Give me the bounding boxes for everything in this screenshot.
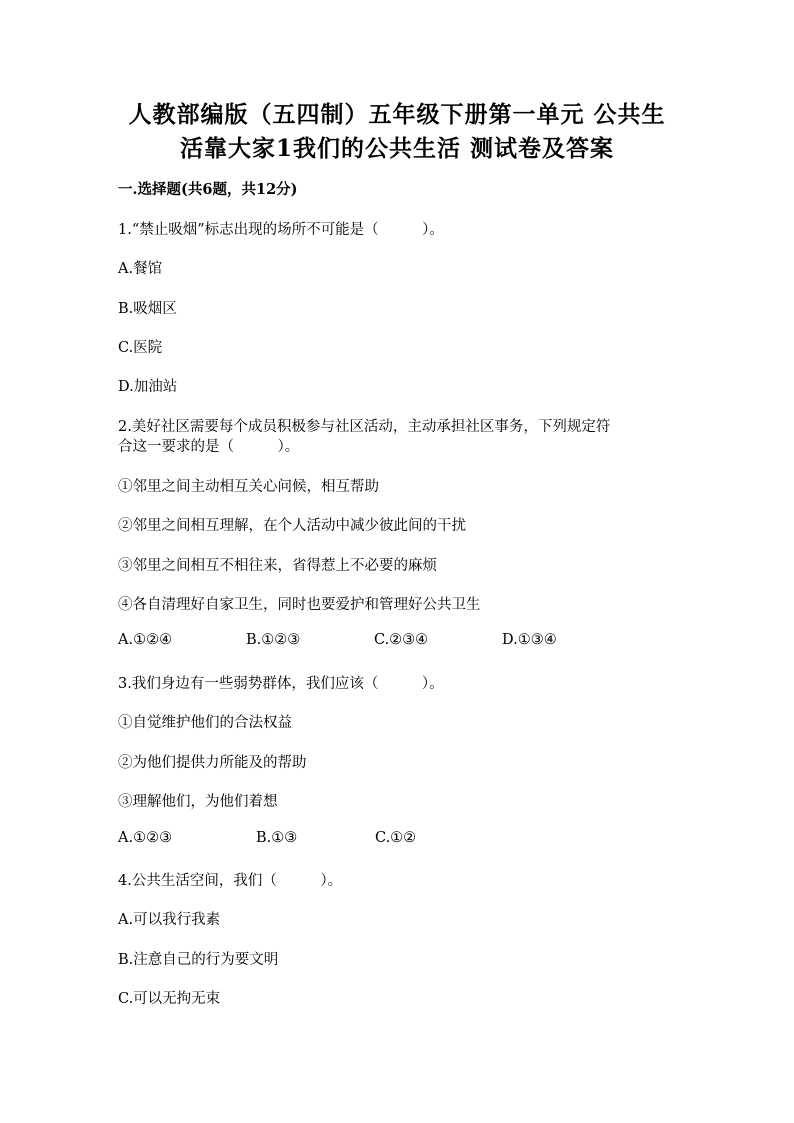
question-4-option-a: A.可以我行我素 xyxy=(118,912,221,928)
question-1-option-a: A.餐馆 xyxy=(118,261,163,277)
question-3-statement-3: ③理解他们，为他们着想 xyxy=(118,794,278,810)
question-2-options xyxy=(118,632,557,648)
question-2-statement-3: ③邻里之间相互不相往来，省得惹上不必要的麻烦 xyxy=(118,558,437,574)
question-3-option-c: C.①② xyxy=(375,830,417,846)
question-2-option-d: D.①③④ xyxy=(502,632,557,648)
question-4-option-b: B.注意自己的行为要文明 xyxy=(118,952,279,968)
question-2-statement-2: ②邻里之间相互理解，在个人活动中减少彼此间的干扰 xyxy=(118,518,466,534)
question-1-stem: 1.“禁止吸烟”标志出现的场所不可能是（ ）。 xyxy=(118,222,444,238)
question-2-stem-line-2: 合这一要求的是（ ）。 xyxy=(118,439,300,455)
question-2-option-a: A.①②④ xyxy=(118,632,173,648)
question-3-option-a: A.①②③ xyxy=(118,830,173,846)
question-2-statement-4: ④各自清理好自家卫生，同时也要爱护和管理好公共卫生 xyxy=(118,597,481,613)
question-3-options xyxy=(118,830,416,846)
title-line-1: 人教部编版（五四制）五年级下册第一单元 公共生 xyxy=(128,101,666,128)
question-1-option-c: C.医院 xyxy=(118,340,163,356)
question-2-stem-line-1: 2.美好社区需要每个成员积极参与社区活动，主动承担社区事务，下列规定符 xyxy=(118,419,611,435)
question-4-option-c: C.可以无拘无束 xyxy=(118,991,221,1007)
question-3-stem: 3.我们身边有一些弱势群体，我们应该（ ）。 xyxy=(118,676,444,692)
section-heading: 一.选择题(共6题，共12分) xyxy=(118,181,298,198)
question-2-option-b: B.①②③ xyxy=(246,632,301,648)
question-1-option-d: D.加油站 xyxy=(118,379,178,395)
question-3-statement-1: ①自觉维护他们的合法权益 xyxy=(118,715,292,731)
title-line-2: 活靠大家1我们的公共生活 测试卷及答案 xyxy=(179,135,614,162)
question-4-stem: 4.公共生活空间，我们（ ）。 xyxy=(118,873,343,889)
question-3-option-b: B.①③ xyxy=(256,830,298,846)
question-2-statement-1: ①邻里之间主动相互关心问候，相互帮助 xyxy=(118,479,379,495)
question-3-statement-2: ②为他们提供力所能及的帮助 xyxy=(118,755,307,771)
question-2-option-c: C.②③④ xyxy=(374,632,429,648)
question-1-option-b: B.吸烟区 xyxy=(118,301,177,317)
